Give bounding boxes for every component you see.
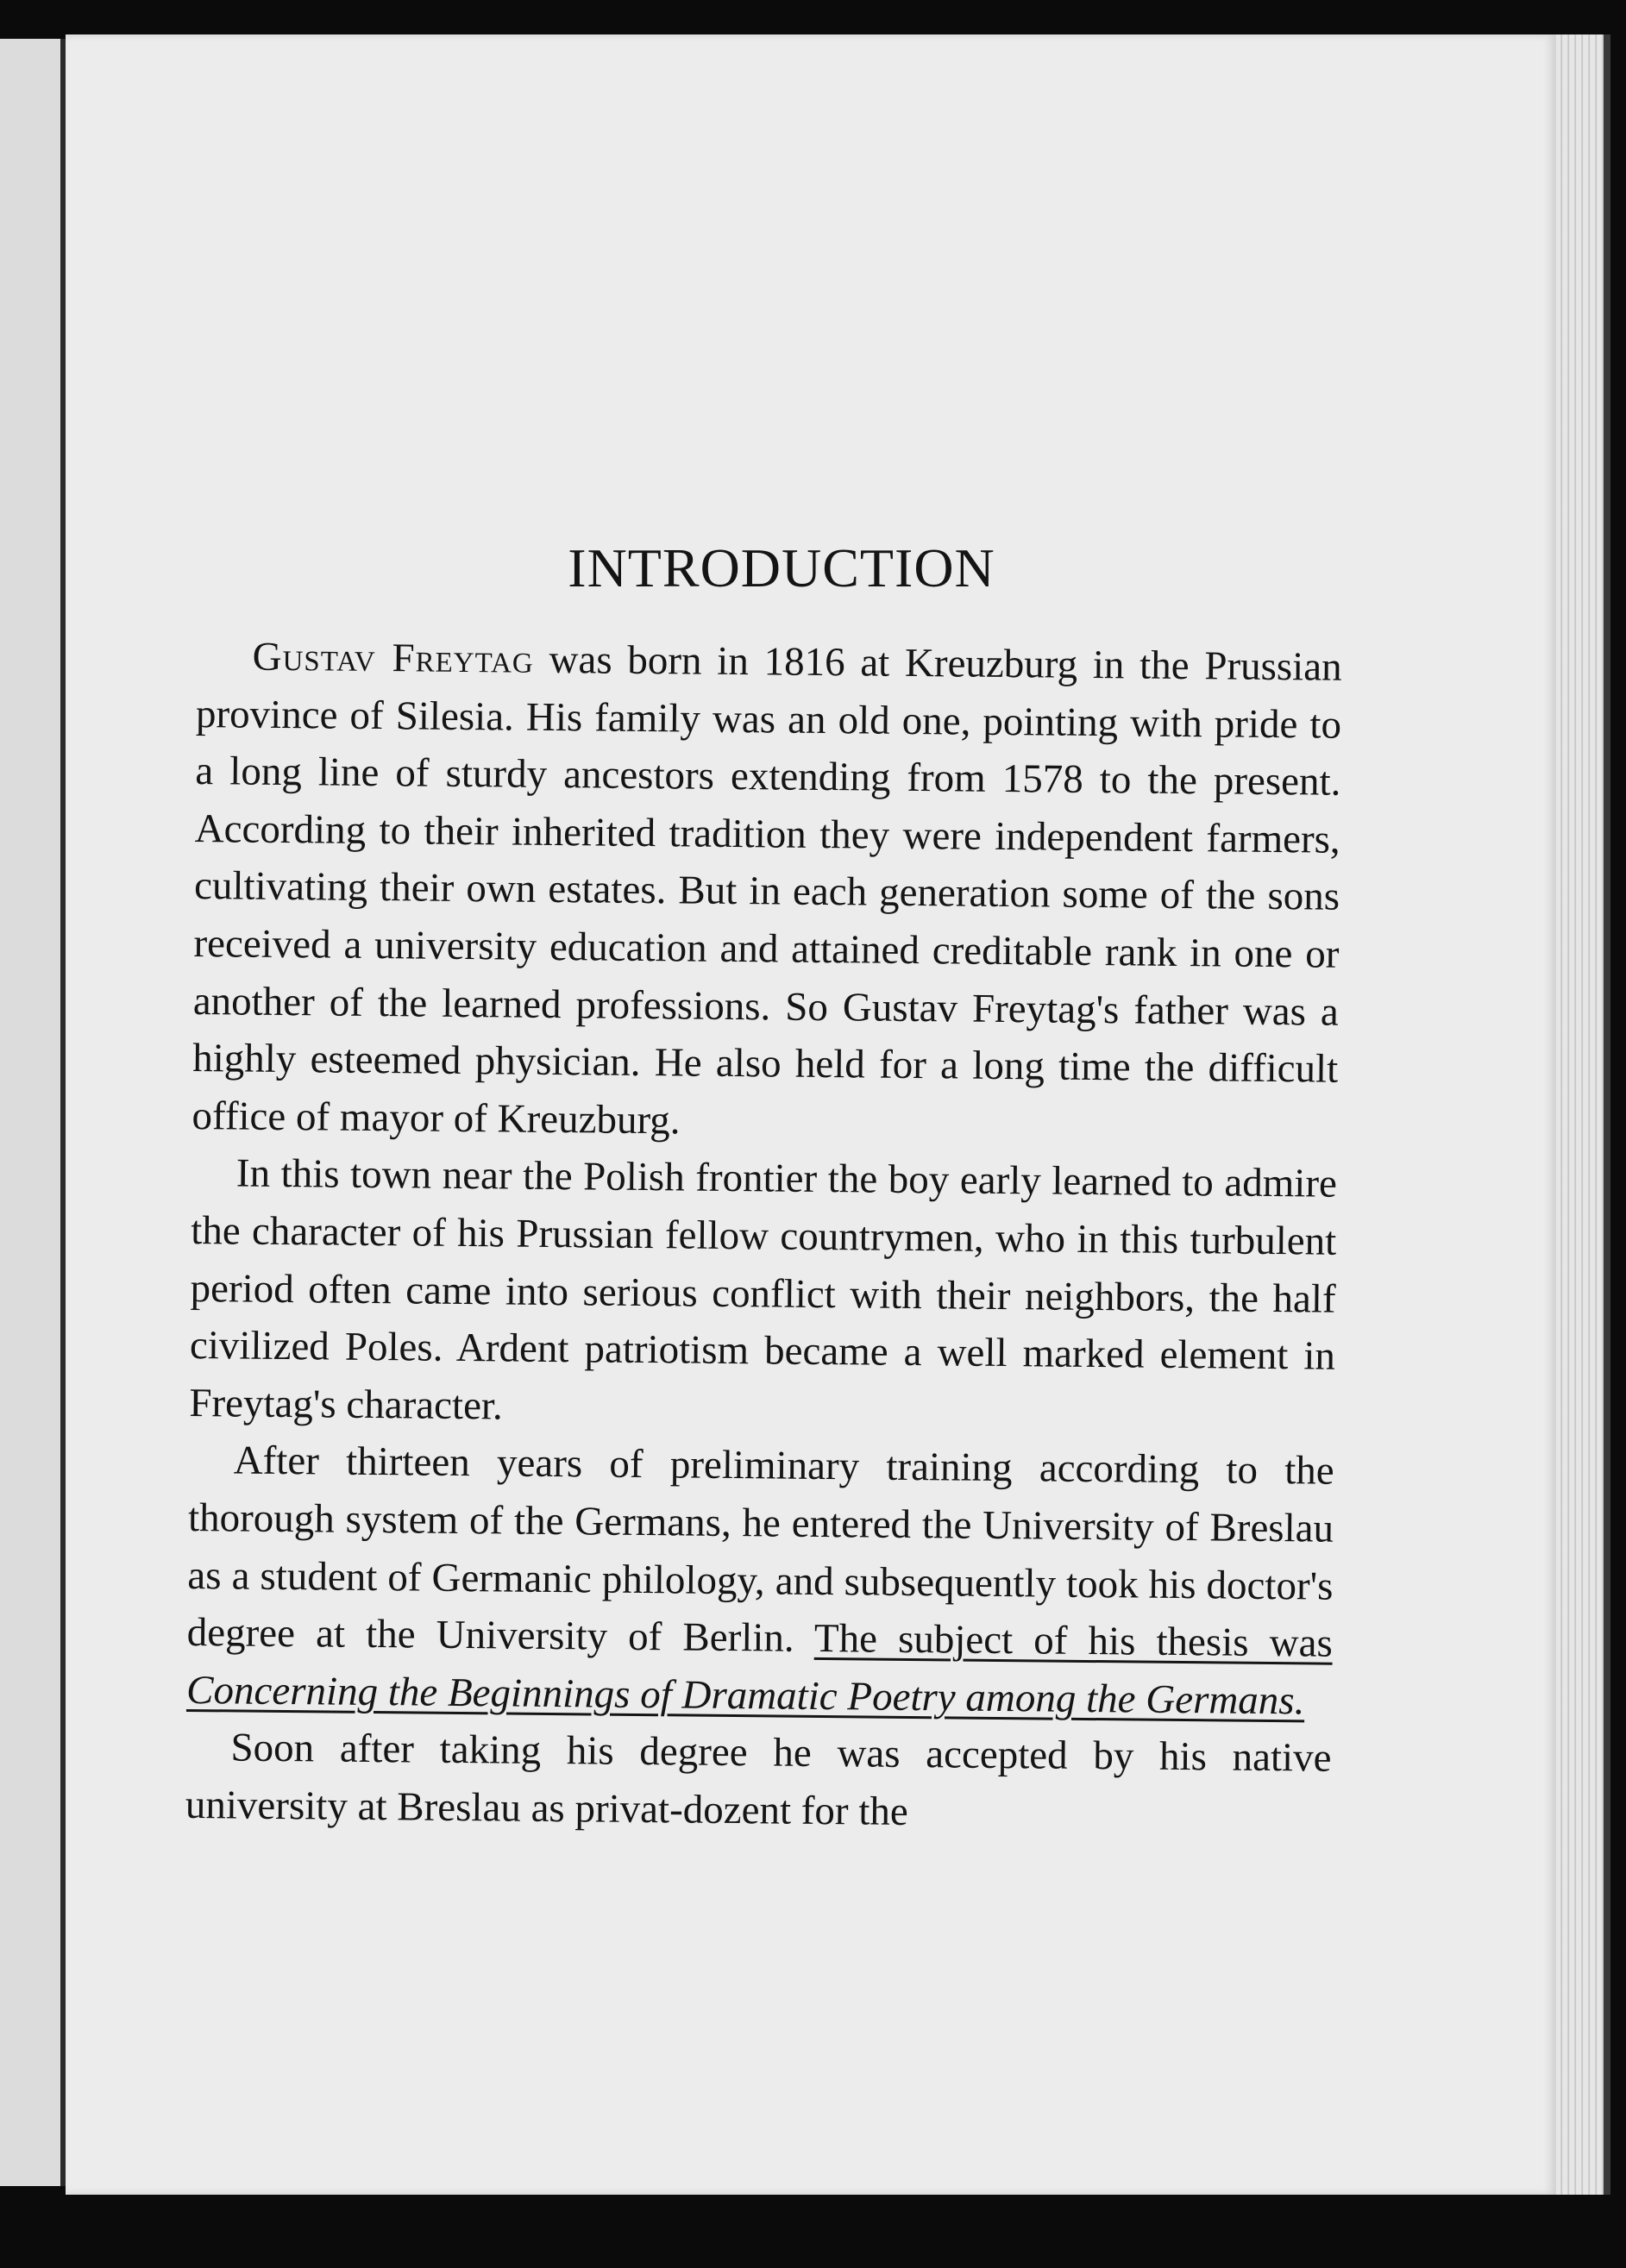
adjacent-page-edge bbox=[0, 39, 60, 2186]
author-name: Gustav Freytag bbox=[252, 634, 535, 682]
page-edge-shadow bbox=[1604, 34, 1610, 2195]
paragraph-1-text: was born in 1816 at Kreuzburg in the Prussian province of Silesia. His family was an old one, pointing with pride to a long line of sturdy ancestors extending from 1578 to the present. According to their inherited tradition they were independent farmers, cultivating their own estates. But in each generation some of the sons received a university education and attained creditable rank in one or another of the learned professions. So Gustav Freytag's father was a highly esteemed physician. He also held for a long time the difficult office of mayor of Kreuzburg. bbox=[191, 636, 1342, 1143]
paragraph-4: Soon after taking his degree he was accepted by his native university at Breslau as privat-dozent for the bbox=[185, 1725, 1332, 1834]
body-text bbox=[185, 628, 1342, 1845]
paragraph-2: In this town near the Polish frontier the boy early learned to admire the character of his Prussian fellow countrymen, who in this turbulent period often came into serious conflict with their neighbors, the half civilized Poles. Ardent patriotism became a well marked element in Freytag's character. bbox=[189, 1150, 1338, 1429]
chapter-title: INTRODUCTION bbox=[568, 537, 995, 598]
thesis-intro: The subject of his thesis was bbox=[813, 1616, 1334, 1666]
page-stack-edges bbox=[1556, 34, 1604, 2195]
paragraph-1 bbox=[191, 628, 1342, 1156]
paragraph-3 bbox=[186, 1432, 1334, 1730]
paragraph-3-text: After thirteen years of preliminary training according to the thorough system of the Germans, he entered the University of Breslau as a student of Germanic philology, and subsequently took his doctor's degree at the University of Berlin. bbox=[186, 1438, 1334, 1662]
book-page bbox=[66, 34, 1556, 2195]
thesis-title: Concerning the Beginnings of Dramatic Poetry among the Germans. bbox=[185, 1667, 1305, 1724]
